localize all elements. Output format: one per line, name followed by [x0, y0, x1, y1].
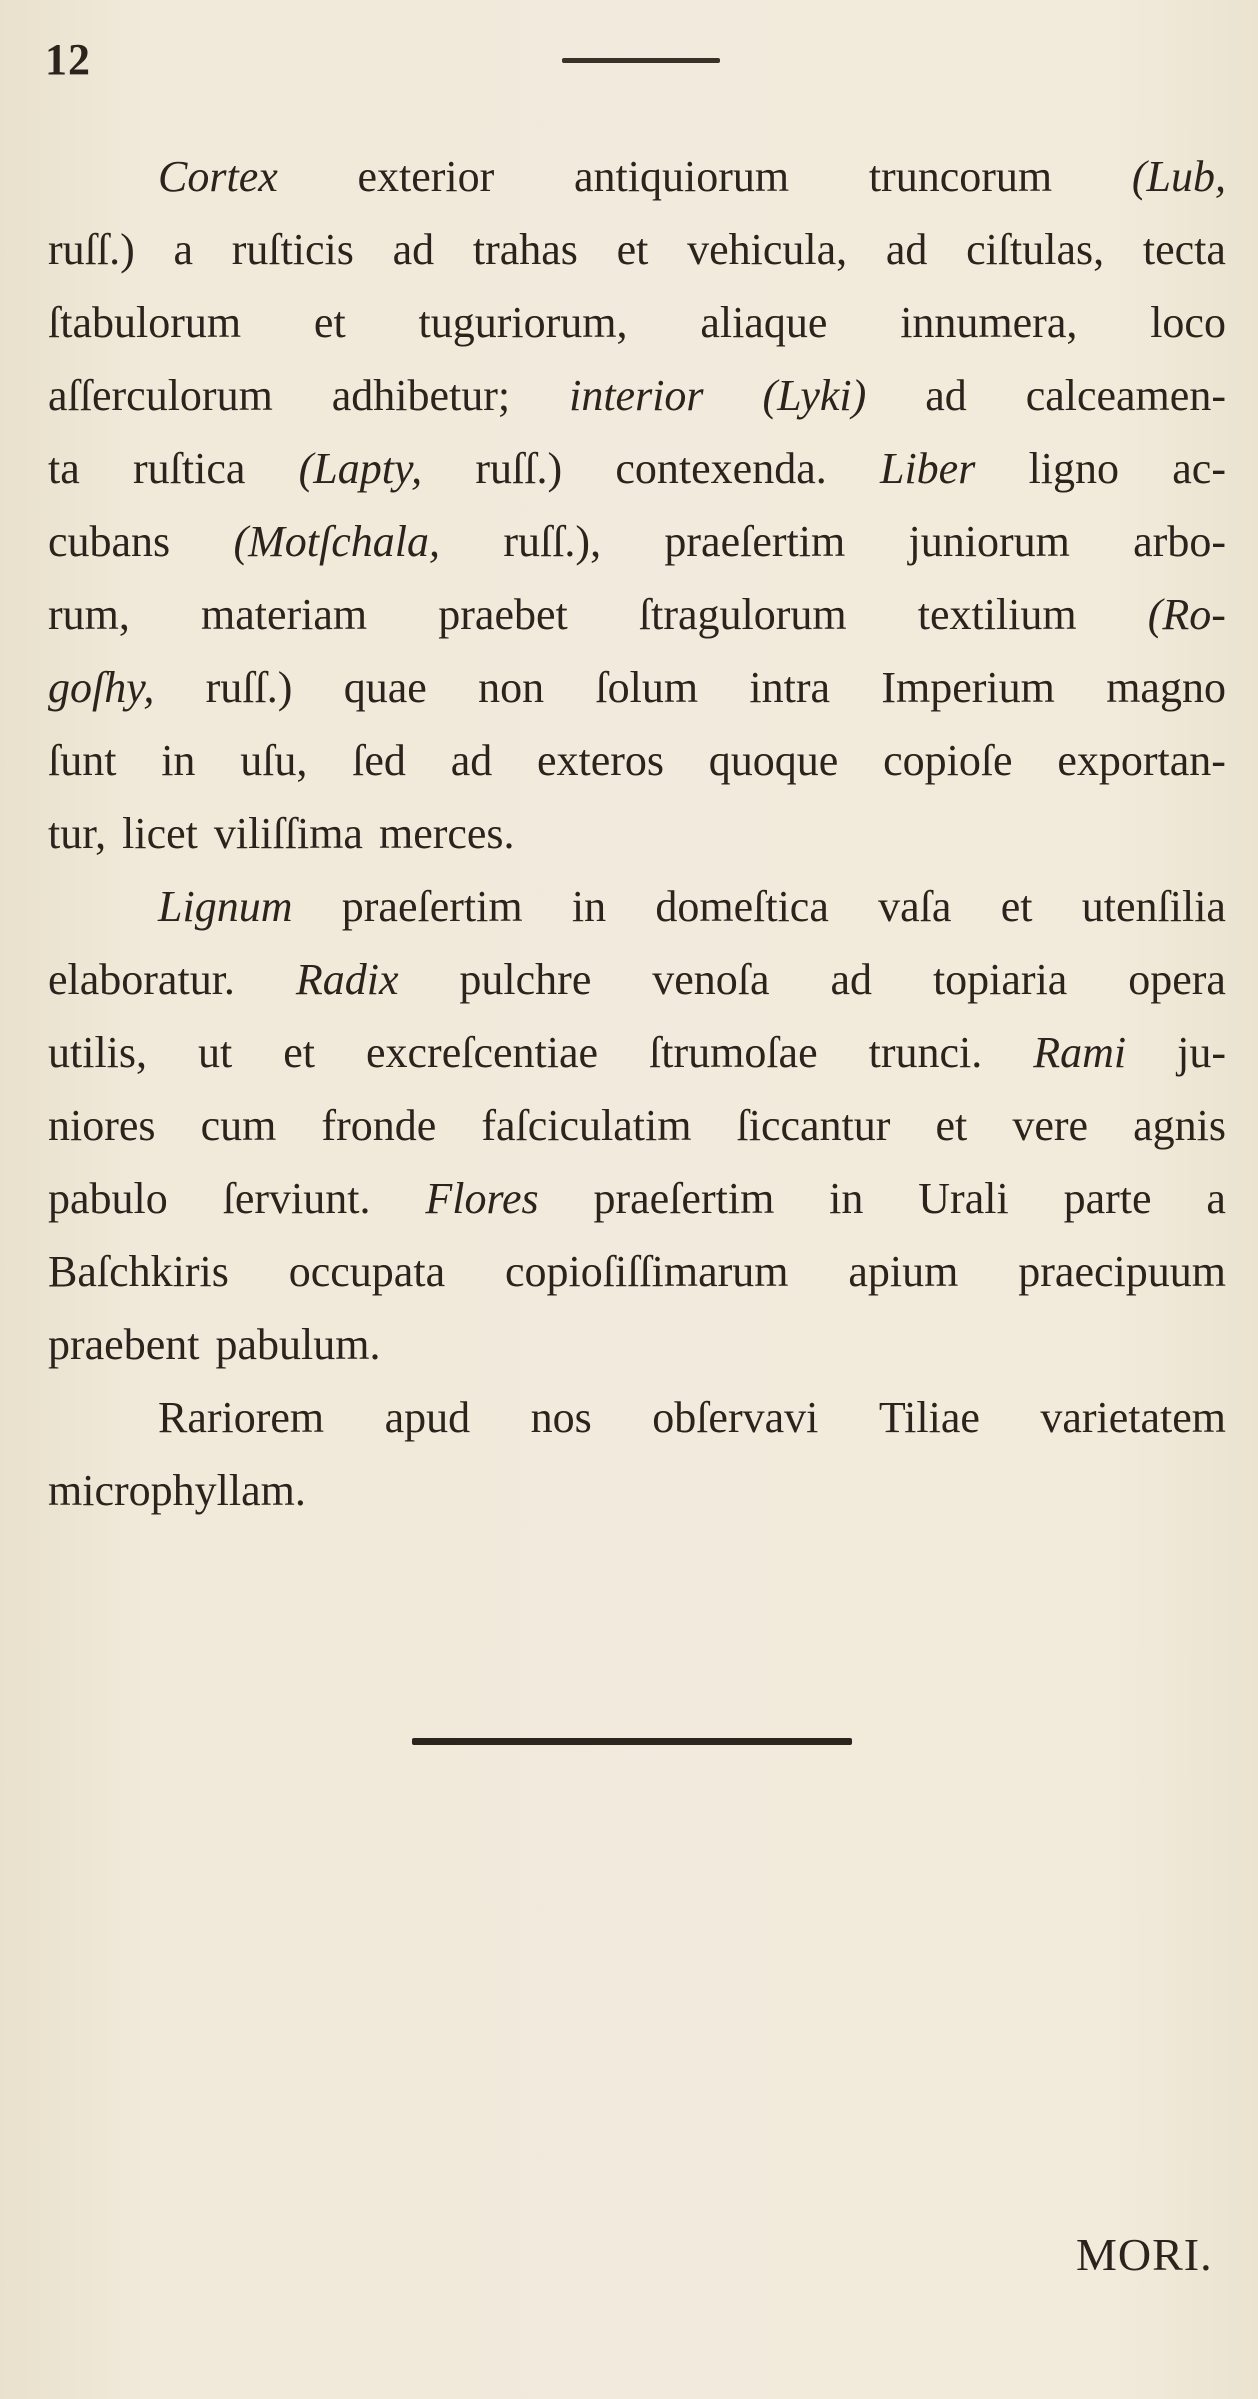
word: aliaque: [700, 298, 828, 347]
word: ſtabulorum: [48, 298, 242, 347]
word: domeſtica: [655, 882, 829, 931]
word: ſed: [352, 736, 406, 785]
text-line: [48, 1162, 1226, 1235]
word: praebent: [48, 1320, 200, 1369]
word: trahas: [472, 225, 578, 274]
word: pabulum.: [215, 1320, 381, 1369]
text-line: [48, 1454, 1226, 1527]
italic-word: (Lapty,: [298, 444, 423, 493]
word: in: [829, 1174, 864, 1223]
word: ruſſ.): [205, 663, 293, 712]
word: exteros: [536, 736, 665, 785]
word: opera: [1128, 955, 1226, 1004]
text-line: [48, 286, 1226, 359]
word: pabulo: [48, 1174, 168, 1223]
word: et: [616, 225, 649, 274]
word: uſu,: [240, 736, 308, 785]
word: ad: [450, 736, 493, 785]
word: antiquiorum: [574, 152, 790, 201]
word: vehicula,: [687, 225, 848, 274]
word: ad: [925, 371, 967, 420]
body-text: [48, 140, 1226, 1527]
catchword: MORI.: [1076, 2229, 1213, 2280]
text-line: [48, 213, 1226, 286]
paragraph: [48, 140, 1226, 870]
italic-word: Liber: [879, 444, 976, 493]
text-line: [48, 505, 1226, 578]
word: magno: [1106, 663, 1226, 712]
text-line: [48, 724, 1226, 797]
word: apud: [384, 1393, 471, 1442]
italic-word: (Lub,: [1131, 152, 1226, 201]
word: materiam: [201, 590, 368, 639]
word: viliſſima: [213, 809, 363, 858]
word: Rariorem: [158, 1393, 325, 1442]
word: a: [1206, 1174, 1226, 1223]
word: ſtragulorum: [638, 590, 847, 639]
word: a: [173, 225, 193, 274]
italic-word: Cortex: [158, 152, 278, 201]
text-line: [48, 140, 1226, 213]
word: ſtrumoſae: [649, 1028, 818, 1077]
word: utenſilia: [1081, 882, 1226, 931]
word: ruſticis: [231, 225, 354, 274]
italic-word: Lignum: [158, 882, 293, 931]
word: textilium: [917, 590, 1077, 639]
text-line: [48, 1235, 1226, 1308]
word: varietatem: [1040, 1393, 1226, 1442]
word: ruſſ.): [475, 444, 563, 493]
word: copioſiſſimarum: [504, 1247, 789, 1296]
word: ligno: [1028, 444, 1120, 493]
word: copioſe: [883, 736, 1013, 785]
word: innumera,: [900, 298, 1078, 347]
header-rule: [562, 58, 720, 63]
word: ruſtica: [133, 444, 246, 493]
word: Urali: [918, 1174, 1009, 1223]
word: ciſtulas,: [966, 225, 1105, 274]
text-line: [48, 797, 1226, 870]
word: fronde: [321, 1101, 437, 1150]
word: ju-: [1177, 1028, 1226, 1077]
word: in: [571, 882, 607, 931]
word: ruſſ.),: [503, 517, 602, 566]
word: parte: [1063, 1174, 1152, 1223]
italic-word: goſhy,: [48, 663, 155, 712]
text-line: [48, 359, 1226, 432]
italic-word: Rami: [1033, 1028, 1127, 1077]
word: praecipuum: [1018, 1247, 1226, 1296]
text-line: [48, 943, 1226, 1016]
word: vaſa: [878, 882, 952, 931]
word: exterior: [357, 152, 495, 201]
text-line: [48, 870, 1226, 943]
word: cubans: [48, 517, 171, 566]
word: intra: [749, 663, 831, 712]
word: Imperium: [881, 663, 1055, 712]
word: ad: [830, 955, 873, 1004]
paragraph: [48, 870, 1226, 1381]
word: aſſerculorum: [48, 371, 273, 420]
word: venoſa: [652, 955, 770, 1004]
word: licet: [122, 809, 198, 858]
word: ſerviunt.: [222, 1174, 371, 1223]
word: praeſertim: [593, 1174, 775, 1223]
word: et: [313, 298, 346, 347]
text-line: [48, 651, 1226, 724]
italic-word: Radix: [295, 955, 399, 1004]
text-line: [48, 432, 1226, 505]
word: trunci.: [868, 1028, 983, 1077]
word: niores: [48, 1101, 156, 1150]
word: et: [935, 1101, 968, 1150]
word: excreſcentiae: [365, 1028, 599, 1077]
word: tur,: [48, 809, 107, 858]
italic-word: Flores: [425, 1174, 539, 1223]
text-line: [48, 1016, 1226, 1089]
word: Baſchkiris: [48, 1247, 229, 1296]
word: quoque: [708, 736, 839, 785]
word: ad: [392, 225, 435, 274]
section-end-rule: [412, 1738, 852, 1745]
word: obſervavi: [652, 1393, 819, 1442]
word: juniorum: [908, 517, 1070, 566]
word: calceamen-: [1025, 371, 1226, 420]
word: adhibetur;: [331, 371, 511, 420]
word: praeſertim: [341, 882, 523, 931]
word: praeſertim: [664, 517, 846, 566]
word: apium: [848, 1247, 959, 1296]
word: ſolum: [595, 663, 699, 712]
word: agnis: [1133, 1101, 1226, 1150]
word: quae: [343, 663, 427, 712]
italic-word: (Lyki): [762, 371, 867, 420]
paragraph: [48, 1381, 1226, 1527]
word: ad: [885, 225, 928, 274]
word: exportan-: [1057, 736, 1226, 785]
text-line: [48, 1381, 1226, 1454]
word: tuguriorum,: [418, 298, 628, 347]
word: ſiccantur: [736, 1101, 891, 1150]
text-line: [48, 1089, 1226, 1162]
text-line: [48, 1308, 1226, 1381]
word: occupata: [288, 1247, 446, 1296]
word: tecta: [1142, 225, 1226, 274]
word: non: [478, 663, 545, 712]
word: elaboratur.: [48, 955, 235, 1004]
word: faſciculatim: [481, 1101, 692, 1150]
word: topiaria: [932, 955, 1068, 1004]
italic-word: (Motſchala,: [233, 517, 441, 566]
word: et: [283, 1028, 315, 1077]
word: utilis,: [48, 1028, 148, 1077]
page-number: 12: [45, 35, 91, 84]
word: et: [1000, 882, 1033, 931]
word: pulchre: [459, 955, 592, 1004]
word: ſunt: [48, 736, 117, 785]
word: contexenda.: [615, 444, 827, 493]
word: merces.: [378, 809, 515, 858]
word: in: [161, 736, 196, 785]
word: ta: [48, 444, 80, 493]
word: truncorum: [868, 152, 1053, 201]
italic-word: (Ro-: [1147, 590, 1226, 639]
italic-word: interior: [569, 371, 704, 420]
word: ut: [198, 1028, 233, 1077]
text-line: [48, 578, 1226, 651]
word: rum,: [48, 590, 130, 639]
word: ruſſ.): [48, 225, 135, 274]
word: cum: [200, 1101, 277, 1150]
word: praebet: [438, 590, 568, 639]
word: Tiliae: [878, 1393, 980, 1442]
word: loco: [1150, 298, 1226, 347]
word: ac-: [1172, 444, 1226, 493]
word: arbo-: [1133, 517, 1226, 566]
word: vere: [1012, 1101, 1089, 1150]
word: nos: [530, 1393, 592, 1442]
word: microphyllam.: [48, 1466, 306, 1515]
